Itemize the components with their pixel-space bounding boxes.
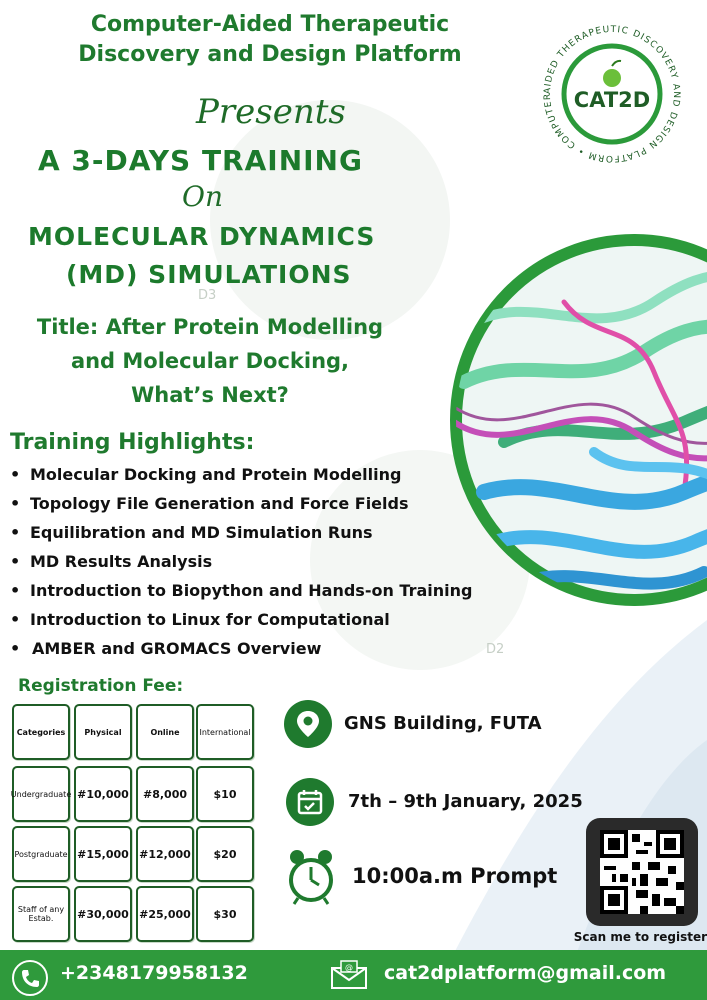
highlight-item: • Introduction to Linux for Computational	[10, 605, 530, 634]
highlight-item: • AMBER and GROMACS Overview	[10, 634, 530, 663]
fee-header-physical: Physical	[74, 704, 132, 760]
qr-caption: Scan me to register	[573, 930, 707, 944]
presents-script: Presents	[196, 92, 346, 132]
venue-text: GNS Building, FUTA	[344, 713, 542, 734]
on-script: On	[182, 180, 223, 213]
calendar-icon	[286, 778, 334, 826]
org-name-line1: Computer-Aided Therapeutic	[90, 12, 450, 37]
highlights-list	[10, 460, 530, 663]
fee-header-categories: Categories	[12, 704, 70, 760]
fee-cell-category: Undergraduate	[12, 766, 70, 822]
fee-cell-physical: #10,000	[74, 766, 132, 822]
highlight-item: • MD Results Analysis	[10, 547, 530, 576]
highlight-item: • Molecular Docking and Protein Modelling	[10, 460, 530, 489]
fee-cell-physical: #30,000	[74, 886, 132, 942]
logo-name: CAT2D	[573, 88, 651, 112]
phone-icon	[12, 960, 48, 996]
fee-cell-category: Staff of any Estab.	[12, 886, 70, 942]
session-title	[10, 310, 410, 412]
org-name-line2: Discovery and Design Platform	[78, 42, 462, 67]
session-title-line2: and Molecular Docking,	[70, 349, 350, 373]
footer-phone[interactable]: +2348179958132	[60, 962, 248, 984]
highlights-heading: Training Highlights:	[10, 430, 255, 455]
fee-cell-category: Postgraduate	[12, 826, 70, 882]
topic-line1: MOLECULAR DYNAMICS	[28, 222, 376, 251]
qr-code[interactable]	[586, 818, 698, 926]
registration-fee-heading: Registration Fee:	[18, 676, 184, 696]
watermark-label-d2: D2	[486, 642, 505, 657]
time-text: 10:00a.m Prompt	[352, 864, 558, 888]
fee-cell-international: $10	[196, 766, 254, 822]
highlight-item: • Equilibration and MD Simulation Runs	[10, 518, 530, 547]
training-title: A 3-DAYS TRAINING	[38, 144, 363, 177]
footer-bar	[0, 950, 707, 1000]
highlight-item: • Introduction to Biopython and Hands-on Training	[10, 576, 530, 605]
fee-cell-online: #8,000	[136, 766, 194, 822]
fee-cell-online: #25,000	[136, 886, 194, 942]
highlight-item: • Topology File Generation and Force Fields	[10, 489, 530, 518]
org-name	[40, 10, 500, 70]
fee-cell-international: $30	[196, 886, 254, 942]
footer-email[interactable]: cat2dplatform@gmail.com	[384, 962, 667, 984]
fee-header-online: Online	[136, 704, 194, 760]
cat2d-logo	[532, 14, 692, 174]
svg-text:AIDED THERAPEUTIC DISCOVERY AN: AIDED THERAPEUTIC DISCOVERY AND DESIGN PLATFORM • COMPUTER	[542, 24, 682, 164]
fee-header-international: International	[196, 704, 254, 760]
location-pin-icon	[284, 700, 332, 748]
svg-text:@: @	[345, 963, 353, 972]
qr-code-pattern	[600, 830, 684, 914]
session-title-line3: What’s Next?	[131, 383, 289, 407]
alarm-clock-icon	[286, 848, 336, 906]
date-text: 7th – 9th January, 2025	[348, 791, 583, 812]
fee-cell-international: $20	[196, 826, 254, 882]
topic-line2: (MD) SIMULATIONS	[66, 260, 352, 289]
fee-cell-online: #12,000	[136, 826, 194, 882]
email-icon	[330, 960, 370, 990]
watermark-label-d3: D3	[198, 288, 217, 303]
session-title-line1: Title: After Protein Modelling	[36, 315, 384, 339]
fee-cell-physical: #15,000	[74, 826, 132, 882]
